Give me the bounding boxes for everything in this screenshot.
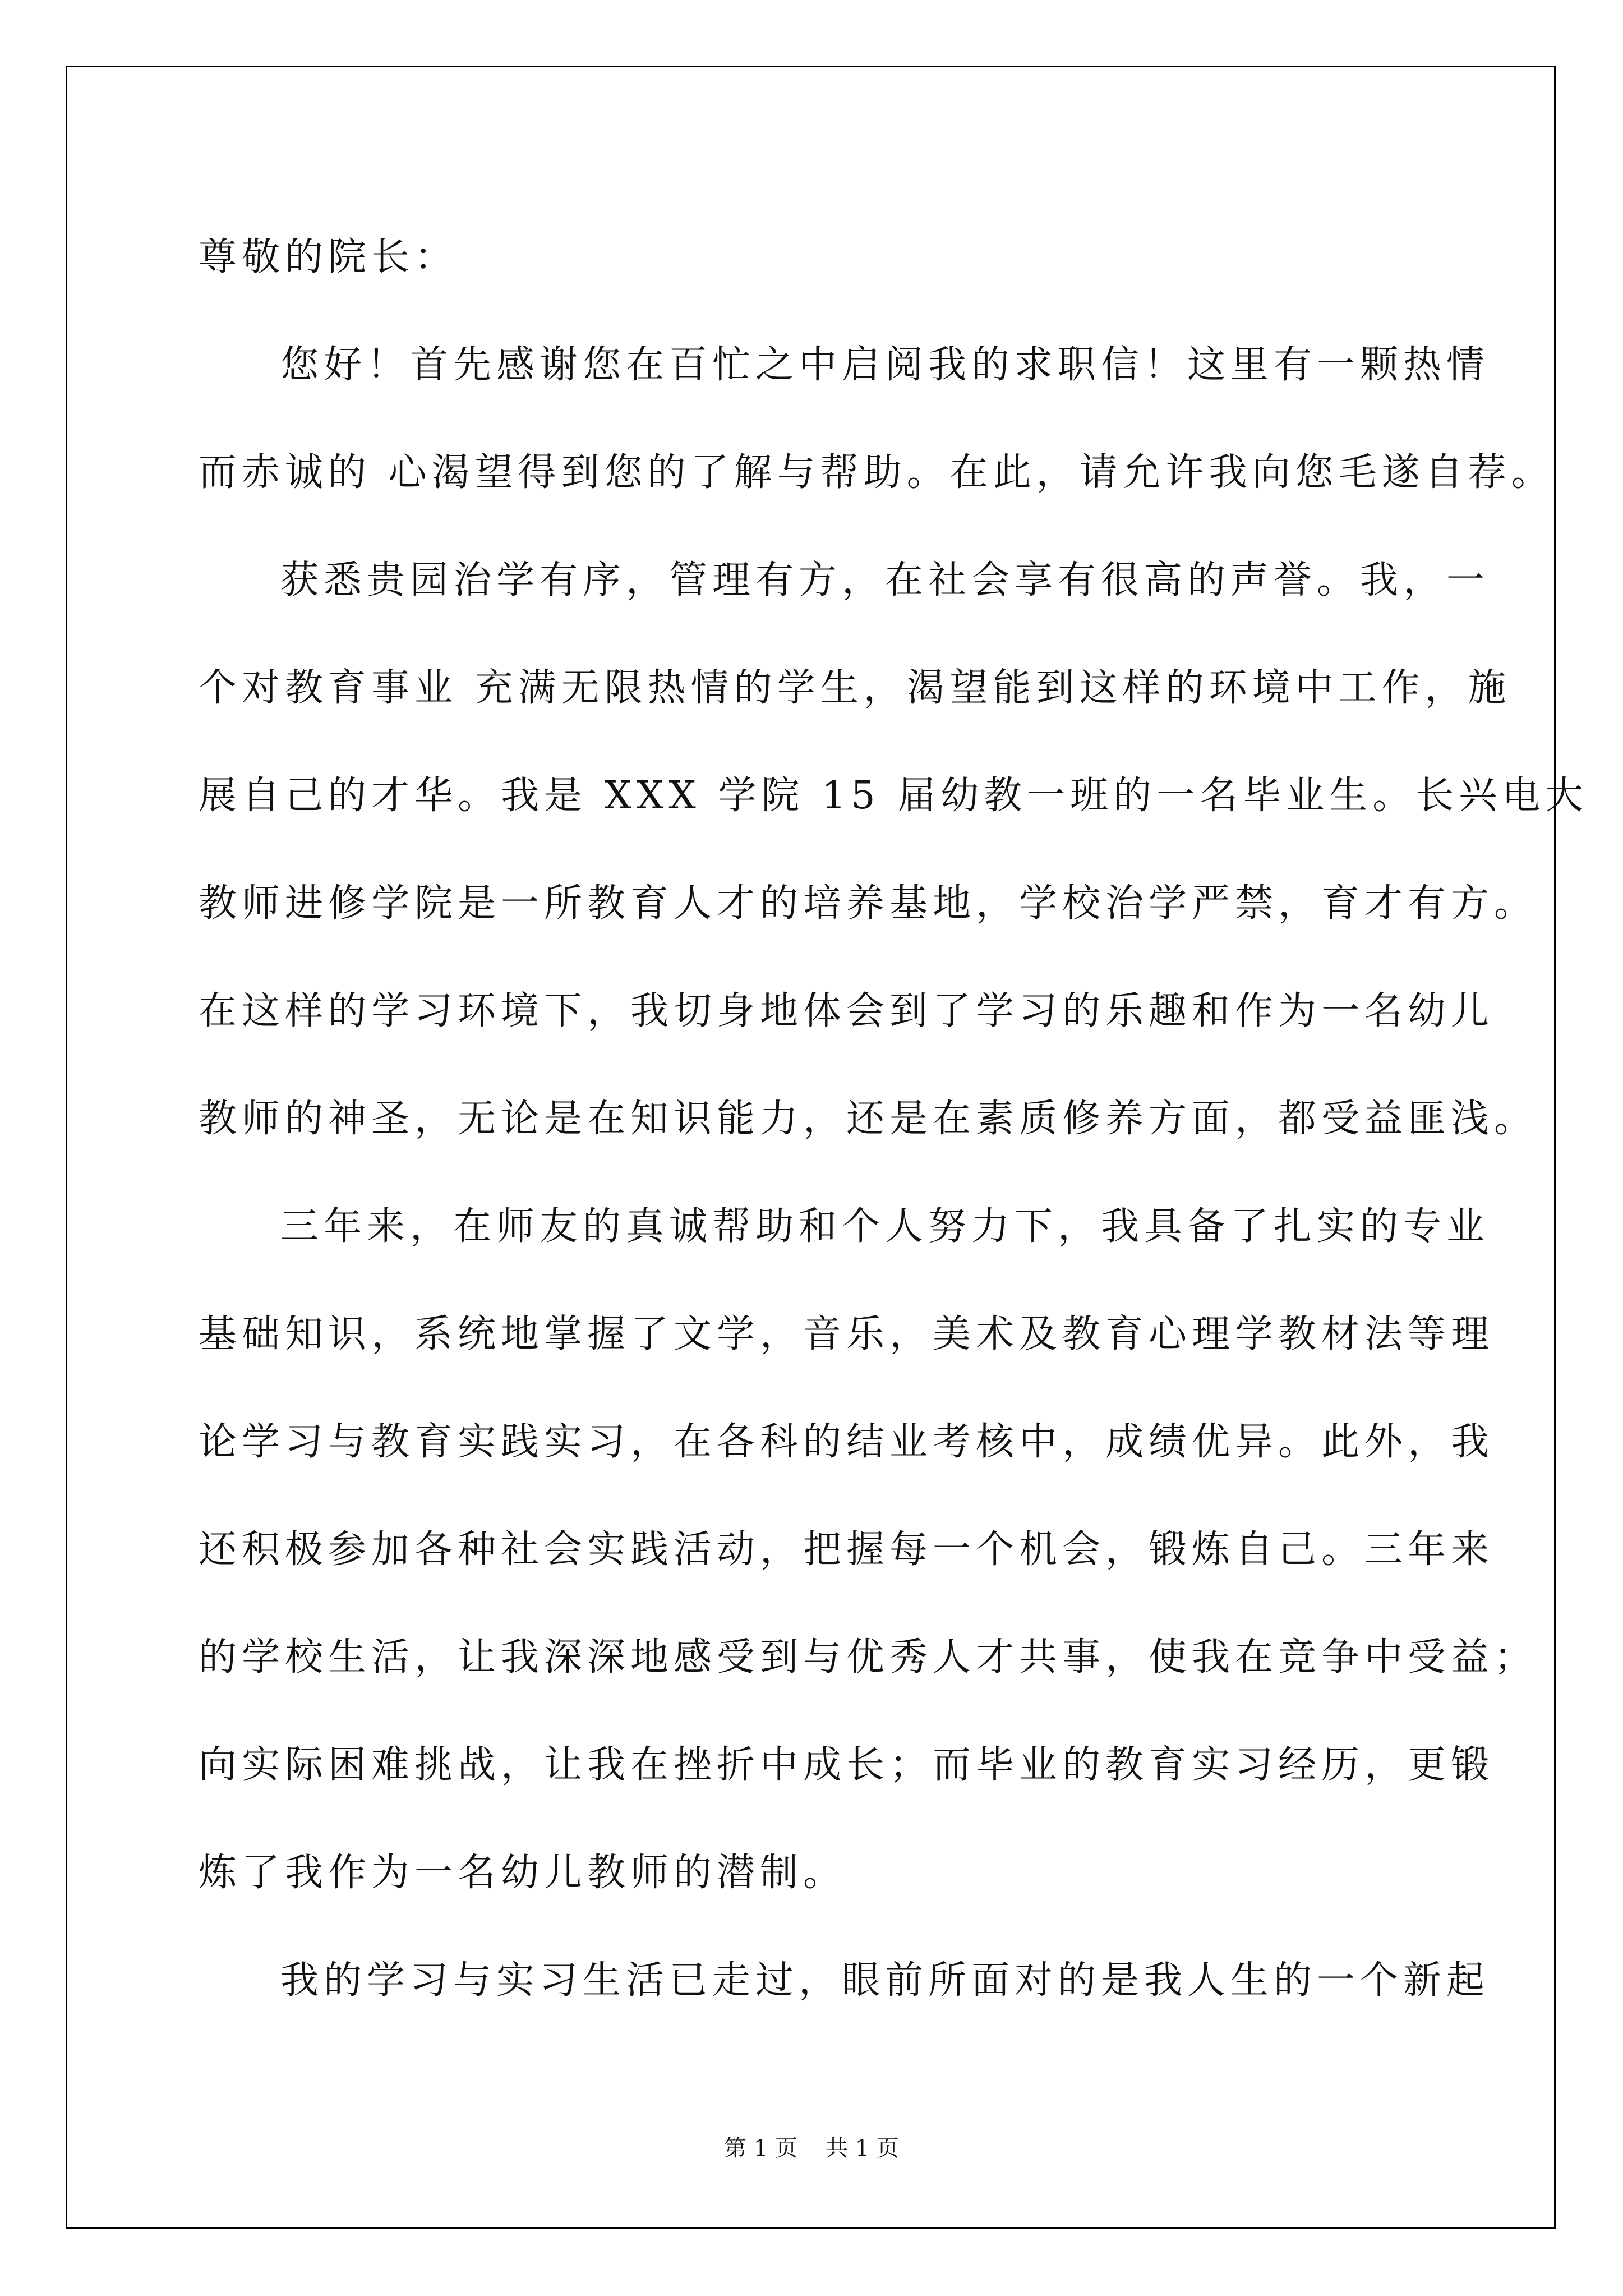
letter-line: 展自己的才华。我是 XXX 学院 15 届幼教一班的一名毕业生。长兴电大 <box>199 774 1589 818</box>
letter-line: 个对教育事业 充满无限热情的学生，渴望能到这样的环境中工作，施 <box>199 666 1511 710</box>
letter-line: 论学习与教育实践实习，在各科的结业考核中，成绩优异。此外，我 <box>199 1420 1495 1464</box>
letter-line: 尊敬的院长： <box>199 235 458 279</box>
letter-line: 的学校生活，让我深深地感受到与优秀人才共事，使我在竞争中受益； <box>199 1635 1538 1680</box>
letter-line: 三年来，在师友的真诚帮助和个人努力下，我具备了扎实的专业 <box>280 1204 1490 1249</box>
letter-body <box>199 204 1589 2035</box>
letter-line: 基础知识，系统地掌握了文学，音乐，美术及教育心理学教材法等理 <box>199 1312 1495 1356</box>
letter-line: 教师的神圣，无论是在知识能力，还是在素质修养方面，都受益匪浅。 <box>199 1097 1538 1141</box>
letter-line: 还积极参加各种社会实践活动，把握每一个机会，锻炼自己。三年来 <box>199 1527 1495 1572</box>
page-number-total: 共 1 页 <box>826 2136 899 2161</box>
letter-line: 您好！首先感谢您在百忙之中启阅我的求职信！这里有一颗热情 <box>280 343 1490 387</box>
letter-line: 炼了我作为一名幼儿教师的潜制。 <box>199 1851 847 1895</box>
page-footer <box>0 2131 1623 2162</box>
letter-line: 获悉贵园治学有序，管理有方，在社会享有很高的声誉。我，一 <box>280 558 1490 602</box>
letter-line: 向实际困难挑战，让我在挫折中成长；而毕业的教育实习经历，更锻 <box>199 1743 1495 1787</box>
letter-line: 在这样的学习环境下，我切身地体会到了学习的乐趣和作为一名幼儿 <box>199 989 1495 1033</box>
letter-line: 教师进修学院是一所教育人才的培养基地，学校治学严禁，育才有方。 <box>199 881 1538 926</box>
letter-line: 我的学习与实习生活已走过，眼前所面对的是我人生的一个新起 <box>280 1958 1490 2003</box>
letter-line: 而赤诚的 心渴望得到您的了解与帮助。在此，请允许我向您毛遂自荐。 <box>199 450 1555 495</box>
page-number-current: 第 1 页 <box>724 2136 797 2161</box>
